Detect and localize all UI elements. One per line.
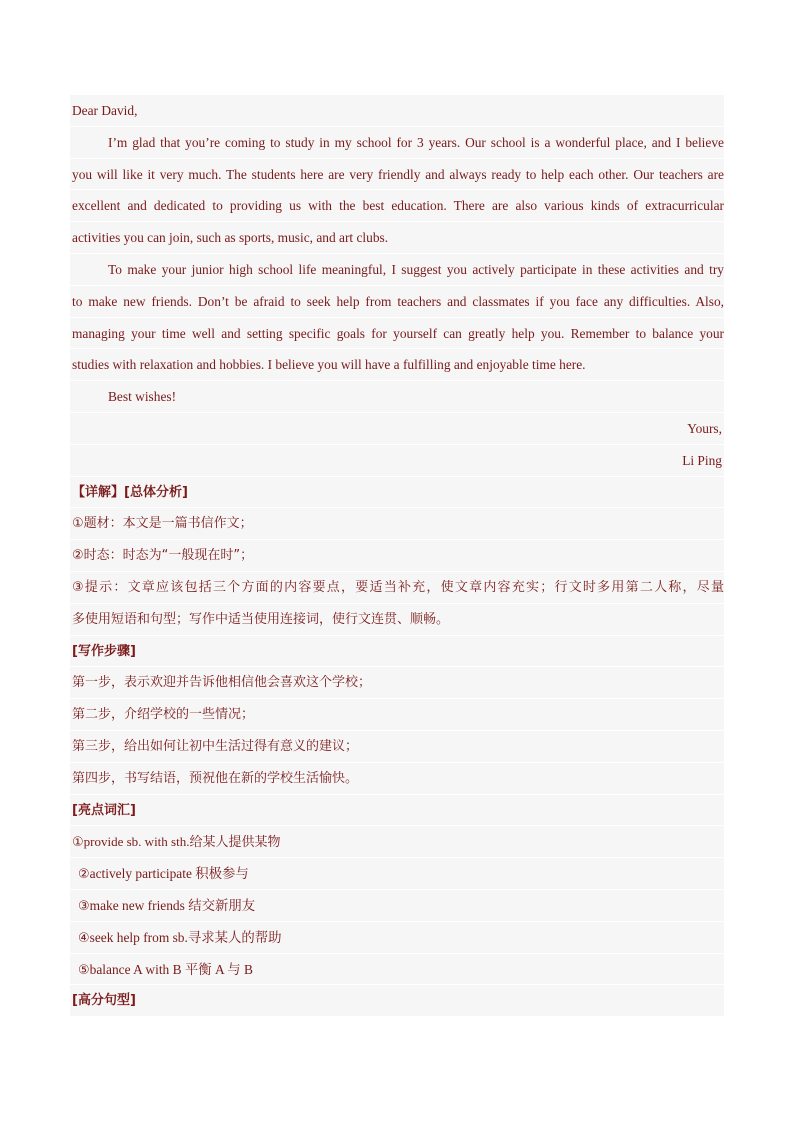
analysis-item: ③提示：文章应该包括三个方面的内容要点，要适当补充，使文章内容充实；行文时多用第二人称，尽量 — [70, 572, 724, 604]
vocab-item — [70, 858, 724, 890]
document-body — [70, 95, 724, 1017]
vocab-number: ⑤ — [78, 962, 90, 978]
analysis-item: ①题材：本文是一篇书信作文； — [70, 508, 724, 540]
step-item: 第二步，介绍学校的一些情况； — [70, 699, 724, 731]
step-item: 第三步，给出如何让初中生活过得有意义的建议； — [70, 731, 724, 763]
analysis-item: ②时态：时态为“一般现在时”； — [70, 540, 724, 572]
letter-closing: Yours, — [70, 413, 724, 445]
letter-line: I’m glad that you’re coming to study in my school for 3 years. Our school is a wonderful place, and I believe — [70, 127, 724, 159]
vocab-number: ② — [78, 867, 90, 883]
vocab-item — [70, 890, 724, 922]
vocab-text: make new friends 结交新朋友 — [89, 897, 256, 913]
letter-line: activities you can join, such as sports, music, and art clubs. — [70, 222, 724, 254]
steps-heading: [写作步骤] — [70, 636, 724, 668]
step-item: 第四步，书写结语，预祝他在新的学校生活愉快。 — [70, 763, 724, 795]
letter-line: managing your time well and setting specific goals for yourself can greatly help you. Remember to balance your — [70, 318, 724, 350]
letter-line: To make your junior high school life meaningful, I suggest you actively participate in these activities and try — [70, 254, 724, 286]
letter-line: excellent and dedicated to providing us with the best education. There are also various kinds of extracurricular — [70, 190, 724, 222]
vocab-number: ④ — [78, 930, 90, 946]
letter-wishes: Best wishes! — [70, 381, 724, 413]
step-item: 第一步，表示欢迎并告诉他相信他会喜欢这个学校； — [70, 667, 724, 699]
vocab-item — [70, 954, 724, 986]
vocab-item — [70, 922, 724, 954]
analysis-heading: 【详解】[总体分析] — [70, 477, 724, 509]
letter-greeting: Dear David, — [70, 95, 724, 127]
vocab-text: actively participate 积极参与 — [89, 866, 249, 882]
vocab-text: provide sb. with sth.给某人提供某物 — [83, 834, 281, 850]
vocab-number: ① — [72, 835, 84, 851]
vocab-text: balance A with B 平衡 A 与 B — [89, 961, 253, 977]
letter-line: to make new friends. Don’t be afraid to seek help from teachers and classmates if you face any difficulties. Also, — [70, 286, 724, 318]
letter-line: studies with relaxation and hobbies. I believe you will have a fulfilling and enjoyable time here. — [70, 349, 724, 381]
letter-line: you will like it very much. The students here are very friendly and always ready to help each other. Our teachers are — [70, 159, 724, 191]
vocab-heading: [亮点词汇] — [70, 795, 724, 827]
letter-signature: Li Ping — [70, 445, 724, 477]
vocab-item — [70, 826, 724, 858]
analysis-item: 多使用短语和句型；写作中适当使用连接词，使行文连贯、顺畅。 — [70, 604, 724, 636]
vocab-number: ③ — [78, 898, 90, 914]
sentences-heading: [高分句型] — [70, 985, 724, 1017]
vocab-text: seek help from sb.寻求某人的帮助 — [89, 929, 282, 945]
